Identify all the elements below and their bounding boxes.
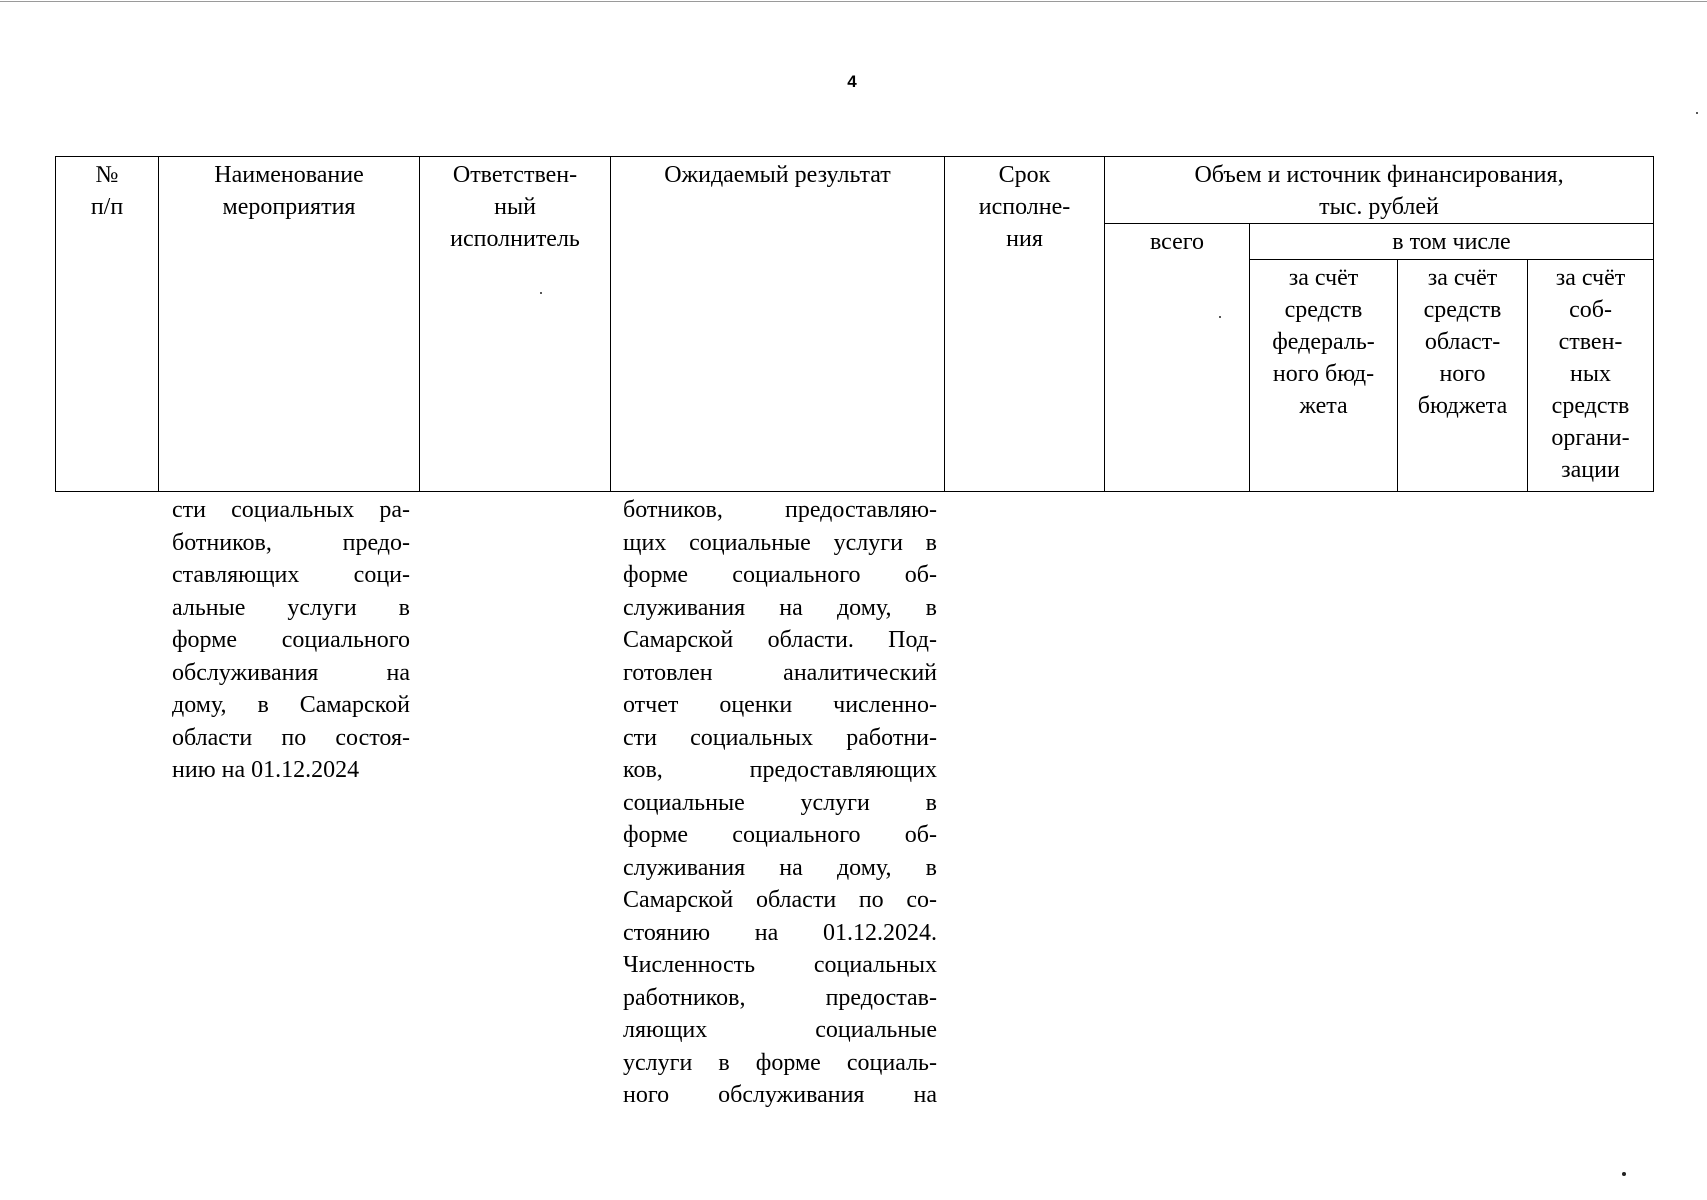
text-line: альные услуги в <box>172 594 410 621</box>
event-name-text <box>172 494 410 787</box>
scan-speck <box>1622 1172 1626 1176</box>
scan-speck <box>1696 112 1698 114</box>
text-line: Численность социальных <box>623 952 937 978</box>
text-line: сти социальных ра- <box>172 497 410 523</box>
text-line: служивания на дому, в <box>623 854 937 881</box>
header-own: за счёт соб- ствен- ных средств органи- зации <box>1528 260 1654 492</box>
text-line: Самарской области по со- <box>623 887 937 913</box>
text-line: области по состоя- <box>172 724 410 751</box>
text-line: щих социальные услуги в <box>623 529 937 556</box>
header-federal: за счёт средств федераль- ного бюд- жета <box>1250 260 1398 492</box>
expected-result-text <box>623 494 937 1112</box>
text-line: форме социального об- <box>623 822 937 848</box>
scan-speck <box>1219 316 1221 318</box>
scan-speck <box>540 292 542 294</box>
text-line: стоянию на 01.12.2024. <box>623 919 937 946</box>
header-responsible: Ответствен- ный исполнитель <box>420 157 611 492</box>
header-including: в том числе <box>1250 224 1654 260</box>
header-regional: за счёт средств област- ного бюджета <box>1398 260 1528 492</box>
text-line: служивания на дому, в <box>623 594 937 621</box>
header-table <box>55 156 1654 492</box>
text-line: услуги в форме социаль- <box>623 1049 937 1076</box>
text-line: ляющих социальные <box>623 1017 937 1043</box>
header-num: № п/п <box>56 157 159 492</box>
text-line: ботников, предоставляю- <box>623 497 937 523</box>
text-line: сти социальных работни- <box>623 724 937 751</box>
text-line: форме социального <box>172 627 410 653</box>
text-line: ставляющих соци- <box>172 562 410 588</box>
text-line: социальные услуги в <box>623 789 937 816</box>
text-line: ного обслуживания на <box>623 1082 937 1108</box>
text-line: дому, в Самарской <box>172 692 410 718</box>
text-line: нию на 01.12.2024 <box>172 757 360 783</box>
text-line: отчет оценки численно- <box>623 692 937 718</box>
text-line: готовлен аналитический <box>623 659 937 686</box>
text-line: работников, предостав- <box>623 984 937 1011</box>
text-line: ков, предоставляющих <box>623 757 937 783</box>
text-line: обслуживания на <box>172 659 410 686</box>
text-line: ботников, предо- <box>172 529 410 556</box>
text-line: Самарской области. Под- <box>623 627 937 653</box>
scan-edge-line <box>0 1 1707 2</box>
header-total: всего <box>1105 224 1250 492</box>
header-funding: Объем и источник финансирования, тыс. рублей <box>1105 157 1654 224</box>
header-deadline: Срок исполне- ния <box>945 157 1105 492</box>
header-result: Ожидаемый результат <box>611 157 945 492</box>
text-line: форме социального об- <box>623 562 937 588</box>
page-number: 4 <box>847 72 857 91</box>
header-name: Наименование мероприятия <box>159 157 420 492</box>
